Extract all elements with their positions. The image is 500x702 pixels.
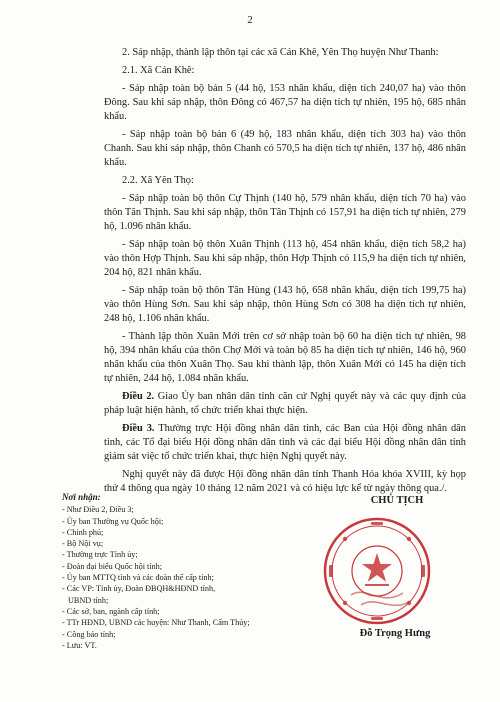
document-body xyxy=(104,46,466,500)
paragraph: - Thành lập thôn Xuân Mới trên cơ sở nhập toàn bộ 60 ha diện tích tự nhiên, 98 hộ, 394 nhân khẩu của thôn Chợ Mới và toàn bộ 85 ha diện tích tự nhiên, 146 hộ, 960 nhân khẩu của thôn Xuân Thọ. Sau khi thành lập, thôn Xuân Mới có 145 ha diện tích tự nhiên, 244 hộ, 1.084 nhân khẩu. xyxy=(104,331,466,384)
recipient-item: - Như Điều 2, Điều 3; xyxy=(62,505,134,515)
section-heading: 2. Sáp nhập, thành lập thôn tại các xã Cán Khê, Yên Thọ huyện Như Thanh: xyxy=(122,47,439,58)
article-label: Điều 3. xyxy=(122,423,155,434)
recipient-item: - Thường trực Tỉnh ủy; xyxy=(62,550,138,560)
article-3 xyxy=(104,422,466,464)
signer-title: CHỦ TỊCH xyxy=(370,495,424,506)
paragraph: - Sáp nhập toàn bộ thôn Tân Hùng (143 hộ, 658 nhân khẩu, diện tích 199,75 ha) vào thôn Hùng Sơn. Sau khi sáp nhập, thôn Hùng Sơn có 308 ha diện tích tự nhiên, 248 hộ, 1.106 nhân khẩu. xyxy=(104,285,466,324)
recipient-item: - TTr HĐND, UBND các huyện: Như Thanh, Cẩm Thủy; xyxy=(62,618,250,628)
article-text: Thường trực Hội đồng nhân dân tỉnh, các Ban của Hội đồng nhân dân tỉnh, các Tổ đại biểu Hội đồng nhân dân tỉnh và các đại biểu Hội đồng nhân dân tỉnh giám sát việc tổ chức triển khai, thực hiện Nghị quyết này. xyxy=(104,423,466,462)
recipient-item: UBND tỉnh; xyxy=(68,595,109,605)
article-label: Điều 2. xyxy=(122,391,155,402)
recipient-item: - Lưu: VT. xyxy=(62,640,97,650)
signer-name: Đỗ Trọng Hưng xyxy=(359,628,431,639)
paragraph: - Sáp nhập toàn bộ thôn Cự Thịnh (140 hộ, 579 nhân khẩu, diện tích 70 ha) vào thôn Tân Thịnh. Sau khi sáp nhập, thôn Tân Thịnh có 157,91 ha diện tích tự nhiên, 279 hộ, 1.096 nhân khẩu. xyxy=(104,193,466,232)
recipient-item: - Ủy ban MTTQ tỉnh và các đoàn thể cấp tỉnh; xyxy=(62,573,214,583)
recipient-item: - Các VP: Tỉnh ủy, Đoàn ĐBQH&HĐND tỉnh, xyxy=(62,584,216,594)
recipient-item: - Các sở, ban, ngành cấp tỉnh; xyxy=(62,606,160,616)
paragraph: - Sáp nhập toàn bộ bản 5 (44 hộ, 153 nhân khẩu, diện tích 240,07 ha) vào thôn Đông. Sau khi sáp nhập, thôn Đông có 467,57 ha diện tích tự nhiên, 195 hộ, 685 nhân khẩu. xyxy=(104,83,466,122)
recipient-item: - Ủy ban Thường vụ Quốc hội; xyxy=(62,516,164,526)
article-text: Giao Ủy ban nhân dân tỉnh căn cứ Nghị quyết này và các quy định của pháp luật hiện hành, tổ chức triển khai thực hiện. xyxy=(104,391,466,416)
article-2 xyxy=(104,390,466,418)
recipient-item: - Công báo tỉnh; xyxy=(62,629,116,639)
paragraph: - Sáp nhập toàn bộ thôn Xuân Thịnh (113 hộ, 454 nhân khẩu, diện tích 58,2 ha) vào thôn Hợp Thịnh. Sau khi sáp nhập, thôn Hợp Thịnh có 115,9 ha diện tích tự nhiên, 204 hộ, 821 nhân khẩu. xyxy=(104,239,466,278)
subsection-heading: 2.1. Xã Cán Khê: xyxy=(122,65,195,76)
recipient-item: - Bộ Nội vụ; xyxy=(62,539,104,549)
recipient-item: - Chính phủ; xyxy=(62,527,104,537)
recipients-block xyxy=(62,492,272,651)
official-seal-icon xyxy=(321,515,433,627)
paragraph: - Sáp nhập toàn bộ bản 6 (49 hộ, 183 nhân khẩu, diện tích 303 ha) vào thôn Chanh. Sau khi sáp nhập, thôn Chanh có 570,5 ha diện tích tự nhiên, 137 hộ, 486 nhân khẩu. xyxy=(104,129,466,168)
recipient-item: - Đoàn đại biểu Quốc hội tỉnh; xyxy=(62,561,163,571)
recipients-title: Nơi nhận: xyxy=(62,492,101,502)
page-number: 2 xyxy=(247,14,253,26)
closing-paragraph: Nghị quyết này đã được Hội đồng nhân dân tỉnh Thanh Hóa khóa XVIII, kỳ họp thứ 4 thông qua ngày 10 tháng 12 năm 2021 và có hiệu lực kể từ ngày thông qua./. xyxy=(104,469,466,494)
subsection-heading: 2.2. Xã Yên Thọ: xyxy=(122,175,194,186)
